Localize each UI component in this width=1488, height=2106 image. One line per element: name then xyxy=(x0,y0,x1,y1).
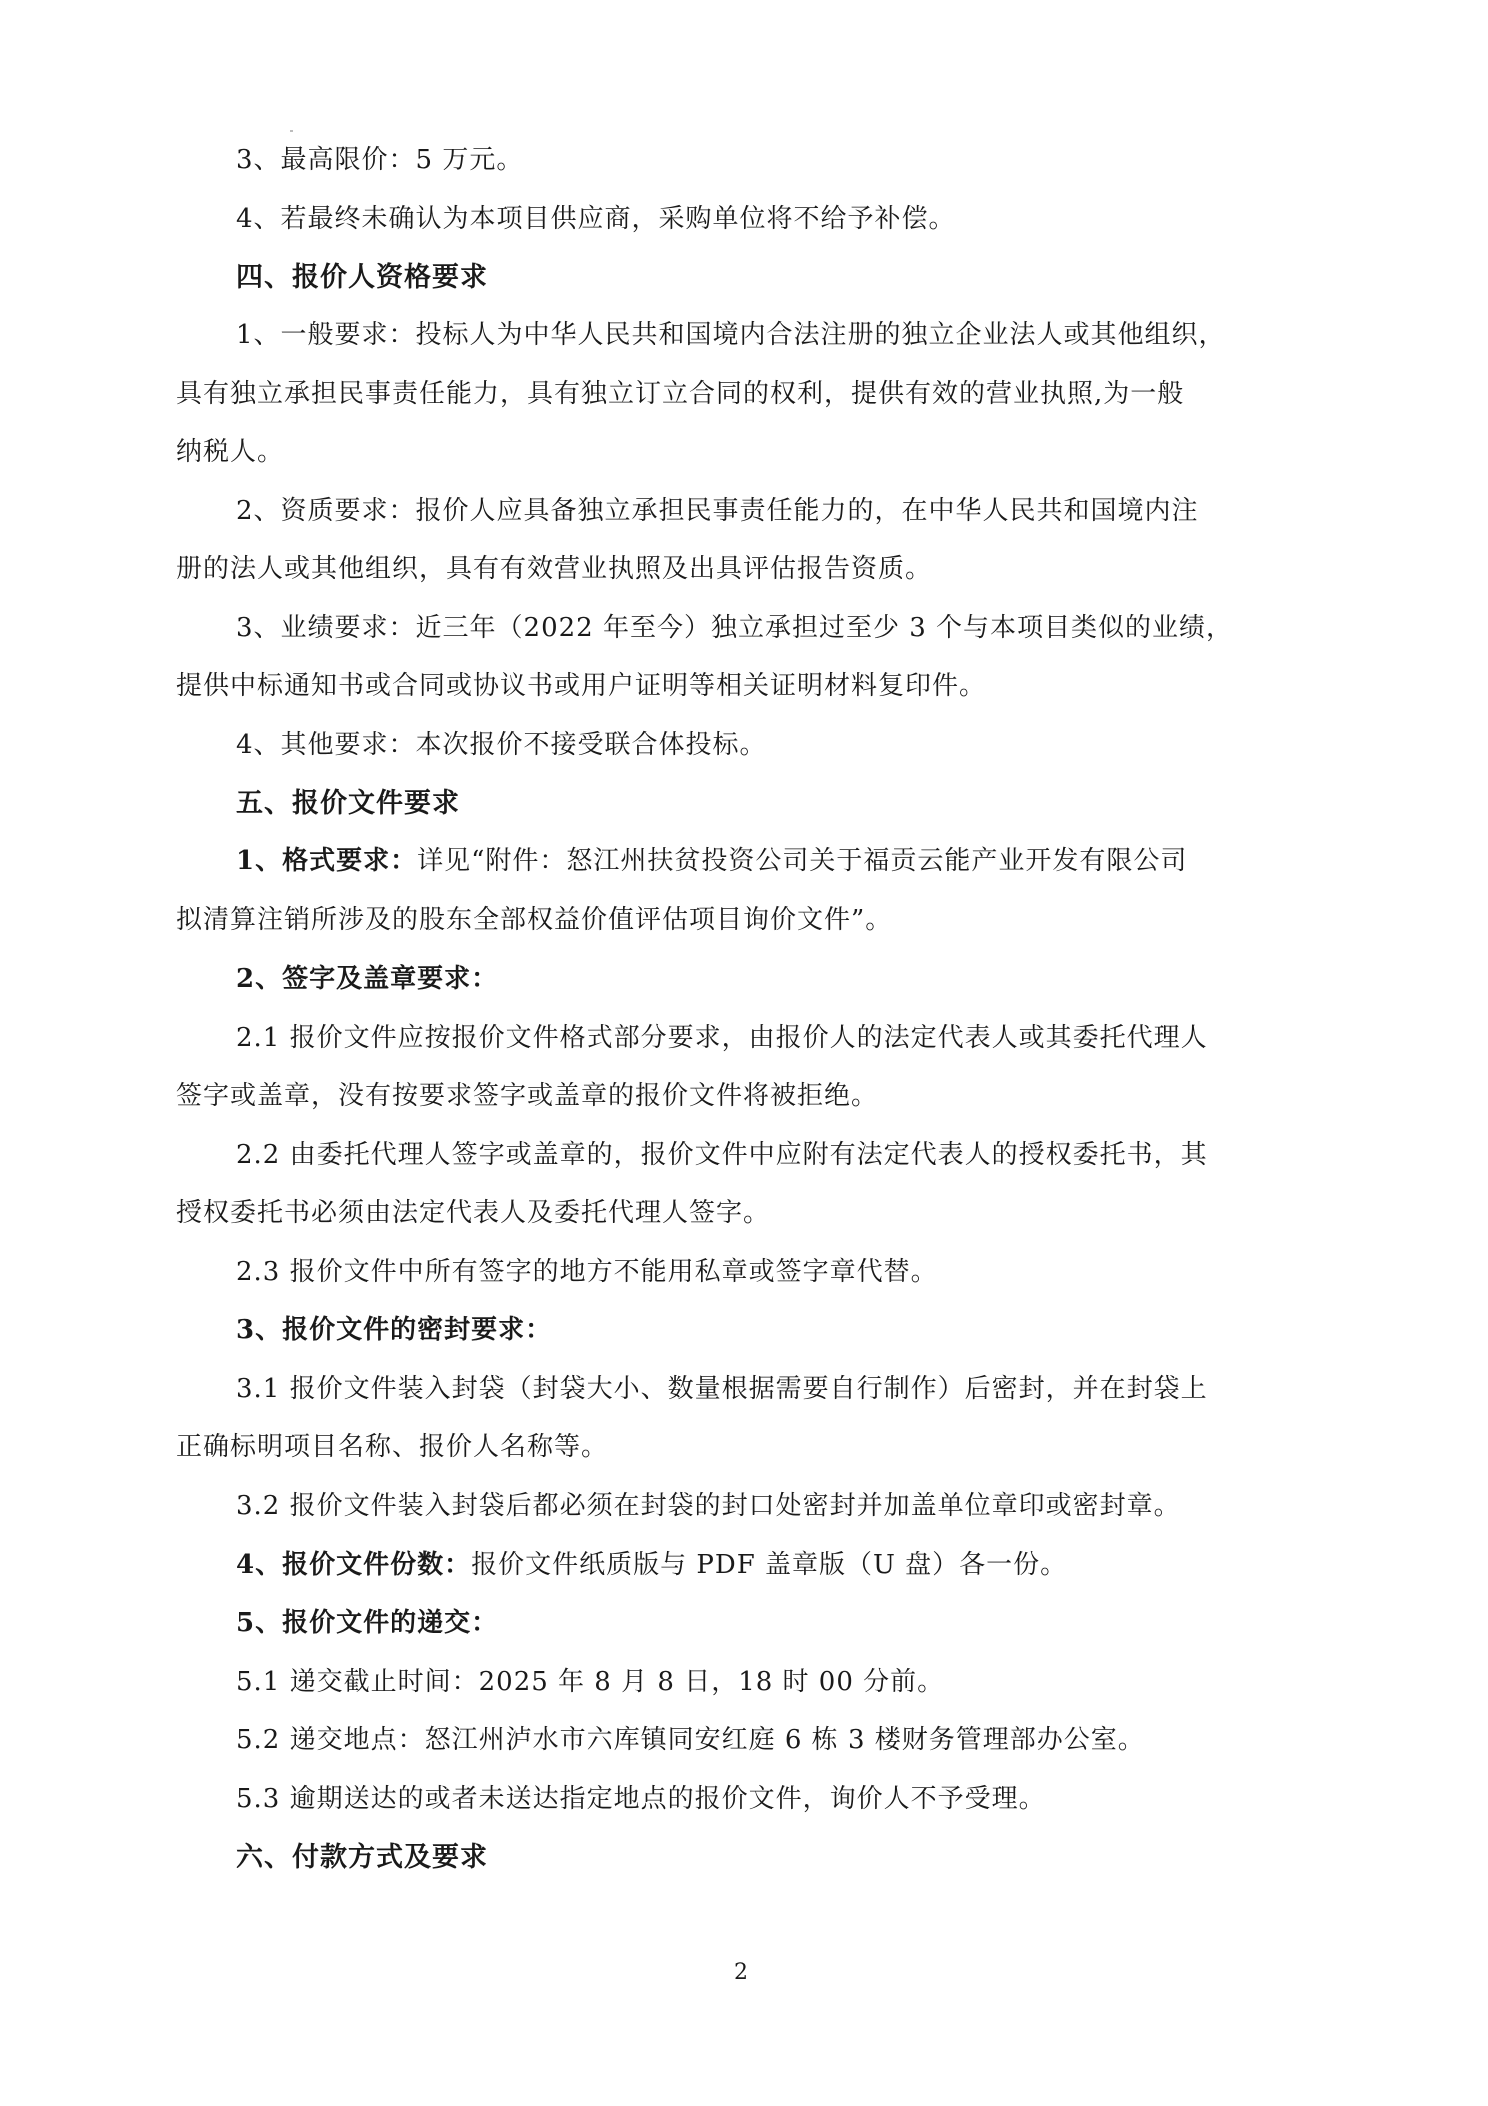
qual-credential-line1: 2、资质要求：报价人应具备独立承担民事责任能力的，在中华人民共和国境内注 xyxy=(236,496,1199,527)
sign-seal-heading: 2、签字及盖章要求： xyxy=(236,963,499,994)
sign-2-1-line1: 2.1 报价文件应按报价文件格式部分要求，由报价人的法定代表人或其委托代理人 xyxy=(236,1022,1208,1053)
qual-other: 4、其他要求：本次报价不接受联合体投标。 xyxy=(236,729,767,760)
format-req-label: 1、格式要求： xyxy=(236,845,418,876)
sign-2-3: 2.3 报价文件中所有签字的地方不能用私章或签字章代替。 xyxy=(236,1256,938,1287)
seal-3-1-line1: 3.1 报价文件装入封袋（封袋大小、数量根据需要自行制作）后密封，并在封袋上 xyxy=(236,1374,1208,1405)
delivery-deadline: 5.1 递交截止时间：2025 年 8 月 8 日，18 时 00 分前。 xyxy=(236,1667,945,1698)
qual-general-line2: 具有独立承担民事责任能力，具有独立订立合同的权利，提供有效的营业执照,为一般 xyxy=(176,379,1185,410)
sign-2-2-line2: 授权委托书必须由法定代表人及委托代理人签字。 xyxy=(176,1197,771,1228)
delivery-heading: 5、报价文件的递交： xyxy=(236,1608,499,1639)
qual-general-line3: 纳税人。 xyxy=(176,437,285,468)
delivery-late: 5.3 逾期送达的或者未送达指定地点的报价文件，询价人不予受理。 xyxy=(236,1784,1046,1815)
seal-3-1-line2: 正确标明项目名称、报价人名称等。 xyxy=(176,1432,609,1463)
heading-quote-docs: 五、报价文件要求 xyxy=(236,787,460,819)
sign-2-1-line2: 签字或盖章，没有按要求签字或盖章的报价文件将被拒绝。 xyxy=(176,1080,879,1111)
qual-credential-line2: 册的法人或其他组织，具有有效营业执照及出具评估报告资质。 xyxy=(176,554,933,585)
seal-3-2: 3.2 报价文件装入封袋后都必须在封袋的封口处密封并加盖单位章印或密封章。 xyxy=(236,1491,1181,1522)
delivery-location: 5.2 递交地点：怒江州泸水市六库镇同安红庭 6 栋 3 楼财务管理部办公室。 xyxy=(236,1725,1145,1756)
copies-label: 4、报价文件份数： xyxy=(236,1550,472,1581)
page-number: 2 xyxy=(734,1960,748,1985)
qual-performance-line1: 3、业绩要求：近三年（2022 年至今）独立承担过至少 3 个与本项目类似的业绩， xyxy=(236,613,1234,644)
format-req-text: 详见“附件：怒江州扶贫投资公司关于福贡云能产业开发有限公司 xyxy=(417,845,1188,876)
heading-payment: 六、付款方式及要求 xyxy=(236,1842,488,1874)
heading-qualification: 四、报价人资格要求 xyxy=(236,262,488,294)
item-no-compensation: 4、若最终未确认为本项目供应商，采购单位将不给予补偿。 xyxy=(236,204,956,235)
copies-text: 报价文件纸质版与 PDF 盖章版（U 盘）各一份。 xyxy=(471,1550,1068,1581)
format-req-line2: 拟清算注销所涉及的股东全部权益价值评估项目询价文件”。 xyxy=(176,904,893,935)
qual-performance-line2: 提供中标通知书或合同或协议书或用户证明等相关证明材料复印件。 xyxy=(176,671,987,702)
item-max-price: 3、最高限价：5 万元。 xyxy=(236,145,524,175)
sign-2-2-line1: 2.2 由委托代理人签字或盖章的，报价文件中应附有法定代表人的授权委托书，其 xyxy=(236,1139,1208,1170)
seal-heading: 3、报价文件的密封要求： xyxy=(236,1315,553,1345)
qual-general-line1: 1、一般要求：投标人为中华人民共和国境内合法注册的独立企业法人或其他组织， xyxy=(236,320,1226,351)
